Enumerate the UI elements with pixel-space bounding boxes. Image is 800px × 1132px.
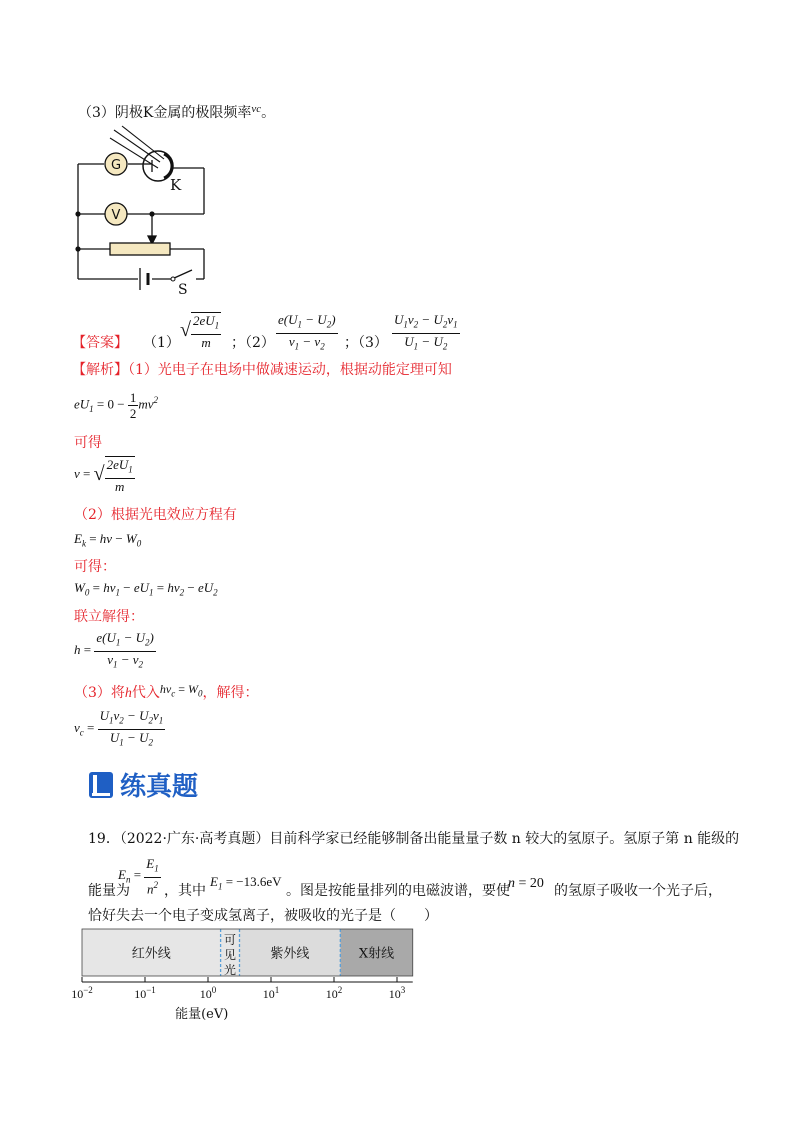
- analysis-line-3: （3）将h代入$h\nu_c = W_0$，解得：: [74, 682, 259, 701]
- eq-ground-energy: $E_1 = -13.6eV$: [210, 874, 282, 892]
- tick-label: $10^2$: [325, 985, 343, 1001]
- result-label-2: 可得：: [74, 559, 116, 575]
- result-label-1: 可得: [74, 435, 102, 451]
- eq-photoelectric: $E_k = h\nu - W_0$: [74, 531, 142, 549]
- tick-label: $10^{-2}$: [71, 985, 93, 1001]
- answer-formula-2: $\frac{e(U_1 - U_2)}{\nu_1 - \nu_2}$: [278, 312, 336, 352]
- section-heading: [88, 766, 198, 803]
- q19-line-2a: 能量为: [88, 883, 130, 899]
- q19-line-1: 19．（2022·广东·高考真题）目前科学家已经能够制备出能量量子数 n 较大的氢原子。氢原子第 n 能级的: [88, 831, 740, 847]
- spectrum-band-label: 可: [224, 933, 237, 947]
- circuit-diagram: [68, 124, 218, 299]
- axis-label: 能量(eV): [175, 1007, 229, 1022]
- spectrum-band-label: 红外线: [131, 946, 171, 962]
- spectrum-band-label: 紫外线: [270, 946, 310, 962]
- answer-formula-3: $\frac{U_1\nu_2 - U_2\nu_1}{U_1 - U_2}$: [394, 312, 458, 352]
- cathode-label: K: [170, 176, 182, 194]
- galvanometer-label: G: [110, 158, 122, 173]
- solve-label: 联立解得：: [74, 609, 144, 625]
- q19-line-3: 恰好失去一个电子变成氢离子，被吸收的光子是（ ）: [88, 908, 438, 924]
- spectrum-band-label: 光: [224, 963, 237, 977]
- eq-energy-level: $E_n$ = $\frac{E_1}{n^2}$: [118, 856, 159, 896]
- analysis-line-1: 【解析】（1）光电子在电场中做减速运动，根据动能定理可知: [72, 362, 452, 378]
- tick-label: $10^0$: [199, 985, 217, 1001]
- answer-part2: ；（2）: [231, 335, 275, 351]
- answer-part3: ；（3）: [344, 335, 388, 351]
- section-title: 练真题: [120, 772, 199, 802]
- em-spectrum-figure: [60, 924, 440, 1024]
- eq-threshold-frequency: $\nu_c$ = $\frac{U_1\nu_2 - U_2\nu_1}{U_1 - U_2}$: [74, 708, 164, 748]
- spectrum-band-label: X射线: [358, 946, 395, 962]
- eq-work-function: $W_0 = h\nu_1 - eU_1 = h\nu_2 - eU_2$: [74, 580, 218, 598]
- eq-kinetic-energy-theorem: $eU_1 = 0$ − $\frac{1}{2}$ $mv^2$: [74, 390, 159, 421]
- eq-n-value: n = 20: [508, 876, 544, 891]
- q19-line-2b: ，其中: [164, 883, 206, 899]
- answer-tag: 【答案】: [72, 335, 128, 351]
- eq-velocity: v = √ $\frac{2eU_1}{m}$: [74, 457, 133, 494]
- q19-line-2c: 。图是按能量排列的电磁波谱，要使: [286, 883, 510, 899]
- answer-part1: （1）: [143, 335, 180, 351]
- voltmeter-label: V: [111, 208, 121, 223]
- tick-label: $10^1$: [262, 985, 280, 1001]
- switch-label: S: [178, 282, 188, 298]
- answer-formula-1: √ $\frac{2eU_1}{m}$: [180, 313, 220, 350]
- eq-planck: h = $\frac{e(U_1 - U_2)}{\nu_1 - \nu_2}$: [74, 630, 154, 670]
- analysis-line-2: （2）根据光电效应方程有: [74, 507, 237, 523]
- book-icon: [88, 771, 114, 799]
- tick-label: $10^3$: [388, 985, 406, 1001]
- spectrum-band-label: 见: [224, 948, 237, 962]
- question-3: （3）阴极K金属的极限频率$^{\nu c}$。: [78, 103, 276, 121]
- tick-label: $10^{-1}$: [134, 985, 156, 1001]
- q19-line-2d: 的氢原子吸收一个光子后，: [554, 883, 722, 899]
